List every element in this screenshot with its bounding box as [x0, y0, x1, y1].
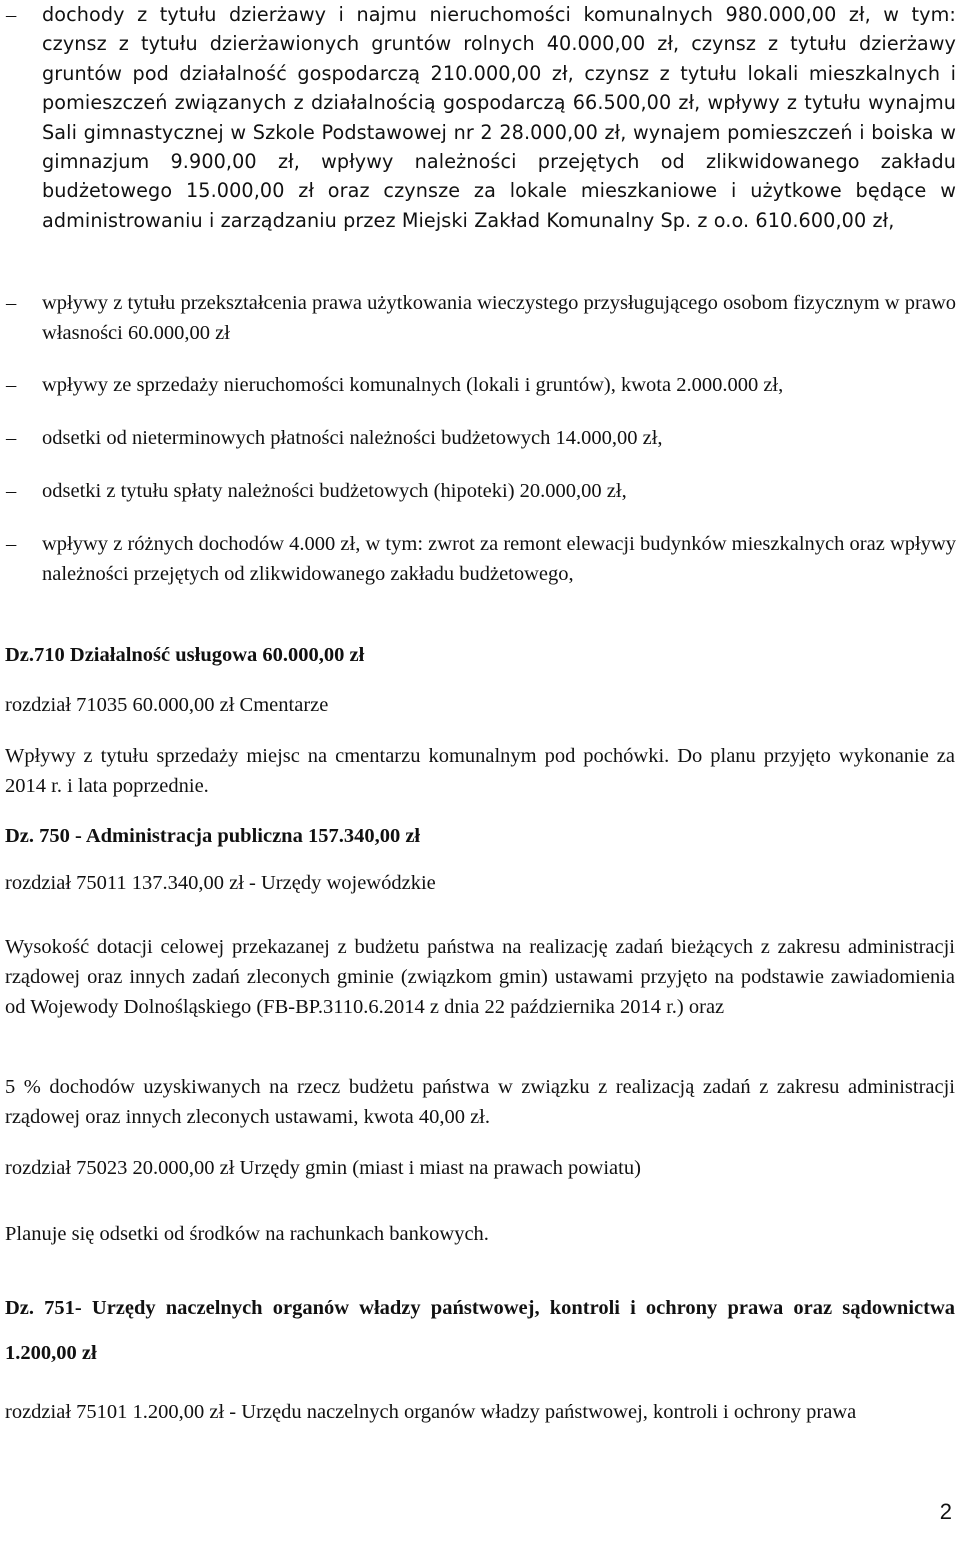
bullet-sprzedaz: [6, 370, 956, 400]
dash-marker: –: [6, 292, 17, 314]
bullet-odsetki-platnosci: [6, 423, 956, 453]
bullet-text: odsetki z tytułu spłaty należności budżetowych (hipoteki) 20.000,00 zł,: [42, 480, 627, 502]
subsection-rozdzial-75023: rozdział 75023 20.000,00 zł Urzędy gmin (miast i miast na prawach powiatu): [5, 1157, 641, 1179]
dash-marker: –: [6, 427, 17, 449]
bullet-rozne-dochody: [6, 529, 956, 589]
dash-marker: –: [6, 4, 17, 26]
subsection-rozdzial-71035: rozdział 71035 60.000,00 zł Cmentarze: [5, 694, 329, 716]
dash-marker: –: [6, 533, 17, 555]
dash-marker: –: [6, 374, 17, 396]
bullet-text: odsetki od nieterminowych płatności należności budżetowych 14.000,00 zł,: [42, 427, 663, 449]
paragraph-5-procent: 5 % dochodów uzyskiwanych na rzecz budżetu państwa w związku z realizacją zadań z zakresu administracji rządowej oraz innych zleconych ustawami, kwota 40,00 zł.: [5, 1076, 955, 1128]
bullet-odsetki-hipoteki: [6, 476, 956, 506]
paragraph-dotacja: Wysokość dotacji celowej przekazanej z budżetu państwa na realizację zadań bieżących z zakresu administracji rządowej oraz innych zadań zleconych gminie (związkom gmin) ustawami przyjęto na podstawie zawiadomienia od Wojewody Dolnośląskiego (FB-BP.3110.6.2014 z dnia 22 października 2014 r.) oraz: [5, 936, 955, 1018]
bullet-text: wpływy z różnych dochodów 4.000 zł, w tym: zwrot za remont elewacji budynków mieszkalnych oraz wpływy należności przejętych od zlikwidowanego zakładu budżetowego,: [42, 533, 956, 585]
bullet-dochody-dzierzawa: [6, 0, 956, 235]
paragraph-odsetki: Planuje się odsetki od środków na rachunkach bankowych.: [5, 1223, 489, 1245]
section-heading-dz750: Dz. 750 - Administracja publiczna 157.340,00 zł: [5, 825, 421, 847]
bullet-text: dochody z tytułu dzierżawy i najmu nieruchomości komunalnych 980.000,00 zł, w tym: czynsz z tytułu dzierżawionych gruntów rolnych 40.000,00 zł, czynsz z tytułu dzierżawy gruntów pod działalność gospodarczą 210.000,00 zł, czynsz z tytułu lokali mieszkalnych i pomieszczeń związanych z działalnością gospodarczą 66.500,00 zł, wpływy z tytułu wynajmu Sali gimnastycznej w Szkole Podstawowej nr 2 28.000,00 zł, wynajem pomieszczeń i boiska w gimnazjum 9.900,00 zł, wpływy należności przejętych od zlikwidowanego zakładu budżetowego 15.000,00 zł oraz czynsze za lokale mieszkaniowe i użytkowe będące w administrowaniu i zarządzaniu przez Miejski Zakład Komunalny Sp. z o.o. 610.600,00 zł,: [42, 3, 956, 232]
bullet-przeksztalcenie: [6, 288, 956, 348]
page-number: 2: [939, 1499, 952, 1524]
bullet-text: wpływy ze sprzedaży nieruchomości komunalnych (lokali i gruntów), kwota 2.000.000 zł,: [42, 374, 784, 396]
paragraph-cmentarze: Wpływy z tytułu sprzedaży miejsc na cmentarzu komunalnym pod pochówki. Do planu przyjęto wykonanie za 2014 r. i lata poprzednie.: [5, 745, 955, 797]
subsection-rozdzial-75011: rozdział 75011 137.340,00 zł - Urzędy wojewódzkie: [5, 872, 436, 894]
section-heading-dz710: Dz.710 Działalność usługowa 60.000,00 zł: [5, 644, 365, 666]
dash-marker: –: [6, 480, 17, 502]
bullet-text: wpływy z tytułu przekształcenia prawa użytkowania wieczystego przysługującego osobom fizycznym w prawo własności 60.000,00 zł: [42, 292, 956, 344]
section-heading-dz751: Dz. 751- Urzędy naczelnych organów władzy państwowej, kontroli i ochrony prawa oraz sądownictwa 1.200,00 zł: [5, 1297, 955, 1364]
subsection-rozdzial-75101: rozdział 75101 1.200,00 zł - Urzędu naczelnych organów władzy państwowej, kontroli i ochrony prawa: [5, 1401, 857, 1423]
